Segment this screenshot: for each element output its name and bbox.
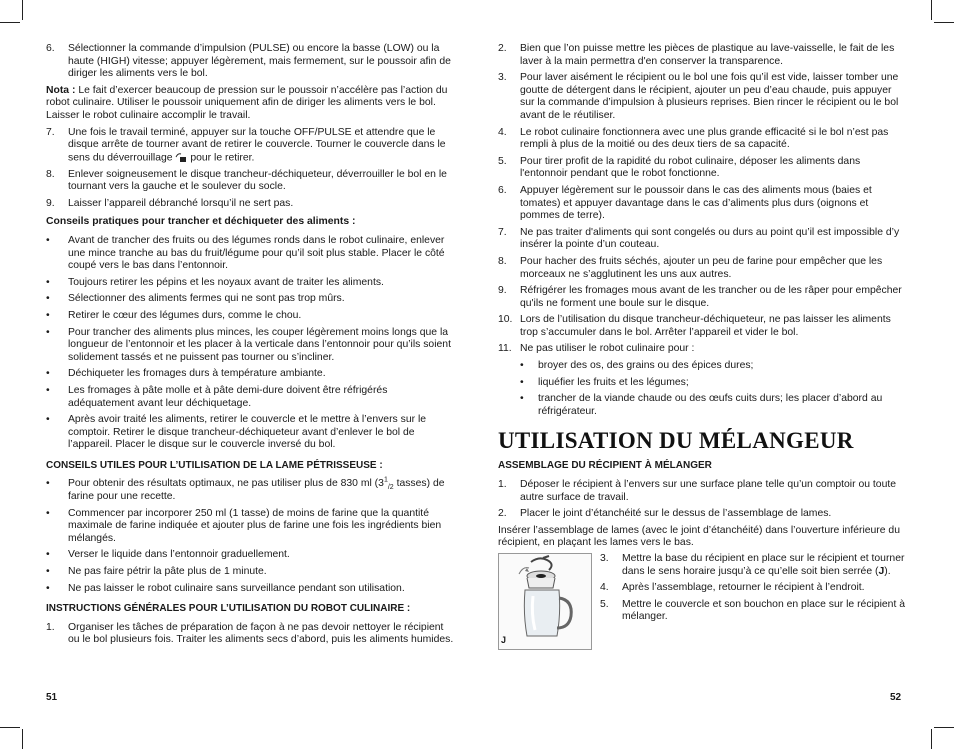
bullet-text: Sélectionner des aliments fermes qui ne sont pas trop mûrs. — [68, 293, 345, 305]
step-item — [498, 185, 908, 223]
step-text: Pour hacher des fruits séchés, ajouter un peu de farine pour empêcher que les morceaux ne s’agglutinent les uns aux autres. — [520, 255, 883, 280]
step-text: Mettre le couvercle et son bouchon en place sur le récipient à mélanger. — [622, 598, 906, 623]
note-text: Le fait d’exercer beaucoup de pression sur le poussoir n’accélère pas l’action du robot culinaire. Utiliser le poussoir uniquement afin de diriger les aliments vers le bol. Laisser le robot culinaire accomplir le travail. — [46, 84, 448, 121]
assembly-step-3 — [600, 553, 908, 578]
step-item — [498, 285, 908, 310]
general-step-1 — [46, 622, 456, 647]
figure-steps — [600, 553, 908, 628]
step-number: 9. — [46, 197, 55, 209]
step-number: 7. — [46, 126, 55, 138]
step-text: Bien que l’on puisse mettre les pièces de plastique au lave-vaisselle, le fait de les laver à la main permettra d'en conserver la transparence. — [520, 43, 895, 67]
step-text: Pour laver aisément le récipient ou le bol une fois qu’il est vide, laisser tomber une goutte de détergent dans le récipient, ajouter un peu d’eau chaude, puis appuyer sur la commande d’impulsion à plusieurs reprises. Bien rincer le récipient ou le bol avant de le réutiliser. — [520, 72, 899, 121]
step-number: 4. — [600, 582, 609, 594]
list-item — [46, 310, 456, 323]
bullet-text: Pour trancher des aliments plus minces, les couper légèrement moins longs que la longueur de l’entonnoir et les placer à la verticale dans l’entonnoir pour qu’ils soient solidement tassés et ne puissent pas tourner ou s’incliner. — [68, 326, 451, 363]
bullet-icon: • — [46, 478, 50, 490]
step-item — [498, 343, 908, 356]
crop-mark — [931, 729, 932, 749]
bullet-icon: • — [46, 326, 50, 338]
bullet-icon: • — [46, 384, 50, 396]
figure-label: J — [501, 635, 507, 646]
step-item — [498, 127, 908, 152]
bullet-text: Déchiqueter les fromages durs à température ambiante. — [68, 368, 326, 380]
bullet-text-end: tasses) de farine pour une recette. — [68, 478, 445, 503]
step-text: Sélectionner la commande d’impulsion (PULSE) ou encore la basse (LOW) ou la haute (HIGH) vitesse; appuyer légèrement, mais fermement, sur le poussoir afin de diriger les aliments vers le bol. — [68, 43, 451, 80]
bullet-icon: • — [46, 234, 50, 246]
bullet-icon: • — [46, 507, 50, 519]
step-item — [498, 156, 908, 181]
step-text: Réfrigérer les fromages mous avant de les trancher ou de les râper pour empêcher qu'ils ne forment une boule sur le disque. — [520, 285, 902, 309]
bullet-icon: • — [46, 414, 50, 426]
step-text: Ne pas traiter d'aliments qui sont congelés ou durs au point qu’il est impossible d’y insérer la pointe d’un couteau. — [520, 226, 900, 251]
bullet-icon: • — [520, 360, 524, 372]
step-text-end: pour le retirer. — [187, 152, 255, 163]
step-number: 8. — [46, 168, 55, 180]
bullet-icon: • — [46, 293, 50, 305]
list-item — [46, 293, 456, 306]
list-item — [46, 368, 456, 381]
bullet-text: Verser le liquide dans l’entonnoir graduellement. — [68, 549, 290, 561]
step-item — [498, 227, 908, 252]
unlock-icon — [175, 152, 187, 163]
step-6 — [46, 43, 456, 81]
step-text: Enlever soigneusement le disque trancheur-déchiqueteur, déverrouiller le bol en le tournant vers la gauche et le soulever du socle. — [68, 168, 447, 193]
step-text: Organiser les tâches de préparation de façon à ne pas devoir nettoyer le récipient ou le bol plusieurs fois. Traiter les aliments secs d’abord, puis les aliments humides. — [68, 621, 454, 646]
figure-ref: J — [878, 565, 885, 577]
assembly-step-4 — [600, 582, 908, 595]
step-number: 4. — [498, 126, 507, 138]
list-item — [498, 393, 908, 418]
right-column — [498, 43, 908, 554]
step-text: Après l’assemblage, retourner le récipient à l’endroit. — [622, 582, 865, 594]
list-item — [46, 327, 456, 365]
bullet-icon: • — [520, 376, 524, 388]
bullet-text: liquéfier les fruits et les légumes; — [538, 376, 689, 388]
list-item — [46, 277, 456, 290]
crop-mark — [934, 22, 954, 23]
step-text: Ne pas utiliser le robot culinaire pour : — [520, 343, 695, 355]
crop-mark — [0, 22, 20, 23]
page-number-right: 52 — [890, 692, 902, 703]
bullet-text: Toujours retirer les pépins et les noyaux avant de traiter les aliments. — [68, 276, 384, 288]
bullet-text: Les fromages à pâte molle et à pâte demi-dure doivent être réfrigérés adéquatement avant leur déchiquetage. — [68, 384, 388, 409]
step-number: 2. — [498, 508, 507, 520]
step-number: 7. — [498, 226, 507, 238]
step-text: Mettre la base du récipient en place sur le récipient et tourner dans le sens horaire jusqu’à ce qu’elle soit bien serrée ( — [622, 553, 905, 577]
step-7 — [46, 127, 456, 165]
bullet-text: Ne pas laisser le robot culinaire sans surveillance pendant son utilisation. — [68, 582, 405, 594]
step-text: Pour tirer profit de la rapidité du robot culinaire, déposer les aliments dans l'entonnoir pendant que le robot fonctionne. — [520, 155, 861, 180]
insert-paragraph: Insérer l’assemblage de lames (avec le joint d’étanchéité) dans l’ouverture inférieure du récipient, en plaçant les lames vers le bas. — [498, 524, 900, 549]
bullet-icon: • — [520, 393, 524, 405]
list-item — [46, 566, 456, 579]
bullet-text: broyer des os, des grains ou des épices dures; — [538, 360, 754, 372]
note-paragraph — [46, 85, 456, 123]
list-item — [46, 583, 456, 596]
bullet-text: Retirer le cœur des légumes durs, comme le chou. — [68, 309, 302, 321]
dough-blade-heading: CONSEILS UTILES POUR L’UTILISATION DE LA LAME PÉTRISSEUSE : — [46, 459, 383, 471]
assembly-step-5 — [600, 599, 908, 624]
section-title: UTILISATION DU MÉLANGEUR — [498, 428, 854, 454]
bullet-icon: • — [46, 566, 50, 578]
crop-mark — [22, 729, 23, 749]
list-item — [46, 235, 456, 273]
step-number: 1. — [46, 621, 55, 633]
step-item — [498, 256, 908, 281]
assembly-step-1 — [498, 479, 908, 504]
bullet-text: trancher de la viande chaude ou des œufs cuits durs; les placer d’abord au réfrigérateur. — [538, 393, 883, 417]
step-text: Laisser l’appareil débranché lorsqu’il ne sert pas. — [68, 197, 294, 209]
bullet-icon: • — [46, 582, 50, 594]
bullet-text: Ne pas faire pétrir la pâte plus de 1 minute. — [68, 566, 267, 578]
list-item — [46, 414, 456, 452]
list-item — [46, 508, 456, 546]
crop-mark — [22, 0, 23, 20]
bullet-icon: • — [46, 276, 50, 288]
page-number-left: 51 — [46, 692, 58, 703]
general-instructions-heading: INSTRUCTIONS GÉNÉRALES POUR L’UTILISATION DU ROBOT CULINAIRE : — [46, 603, 411, 615]
step-number: 5. — [498, 155, 507, 167]
blender-jar-illustration — [498, 553, 592, 650]
list-item — [46, 549, 456, 562]
bullet-text: Après avoir traité les aliments, retirer le couvercle et le mettre à l’envers sur le comptoir. Retirer le disque trancheur-déchiqueteur avant d’enlever le bol de l’appareil. Placer le disque sur le couvercle inversé du bol. — [68, 414, 427, 451]
step-text-end: ). — [884, 565, 891, 577]
step-number: 3. — [498, 72, 507, 84]
step-number: 5. — [600, 598, 609, 610]
step-text: Lors de l’utilisation du disque trancheur-déchiqueteur, ne pas laisser les aliments trop s’accumuler dans le bol. Arrêter l’appareil et vider le bol. — [520, 314, 891, 338]
step-item — [498, 43, 908, 68]
step-number: 3. — [600, 553, 609, 564]
step-number: 1. — [498, 479, 507, 491]
fraction-denominator: /2 — [387, 484, 394, 492]
note-label: Nota : — [46, 84, 76, 96]
bullet-icon: • — [46, 309, 50, 321]
bullet-icon: • — [46, 549, 50, 561]
step-number: 11. — [498, 343, 512, 355]
step-9 — [46, 198, 456, 211]
bullet-text: Avant de trancher des fruits ou des légumes ronds dans le robot culinaire, enlever une mince tranche au bas du fruit/légume pour qu’il soit plus stable. Placer le côté coupé vers le bas dans l’entonnoir. — [68, 234, 445, 272]
list-item — [498, 377, 908, 390]
step-text: Déposer le récipient à l’envers sur une surface plane telle qu’un comptoir ou toute autre surface de travail. — [520, 479, 897, 503]
bullet-text: Commencer par incorporer 250 ml (1 tasse) de moins de farine que la quantité maximale de farine indiquée et ajouter plus de farine une fois les ingrédients bien mélangés. — [68, 507, 442, 544]
step-item — [498, 314, 908, 339]
step-number: 10. — [498, 314, 513, 326]
crop-mark — [934, 727, 954, 728]
step-number: 8. — [498, 255, 507, 267]
bullet-icon: • — [46, 368, 50, 380]
list-item — [46, 478, 456, 503]
step-number: 9. — [498, 285, 507, 297]
crop-mark — [0, 727, 20, 728]
fraction-numerator: 1 — [383, 477, 388, 484]
step-text: Une fois le travail terminé, appuyer sur la touche OFF/PULSE et attendre que le disque arrête de tourner avant de retirer le couvercle. Tourner le couvercle dans le sens du déverrouillage — [68, 126, 446, 163]
bullet-text: Pour obtenir des résultats optimaux, ne pas utiliser plus de 830 ml (3 — [68, 478, 384, 490]
step-number: 2. — [498, 43, 507, 54]
step-item — [498, 72, 908, 122]
step-number: 6. — [46, 43, 55, 54]
step-text: Le robot culinaire fonctionnera avec une plus grande efficacité si le bol n’est pas rempli à plus de la moitié ou des deux tiers de sa capacité. — [520, 126, 889, 151]
list-item — [46, 385, 456, 410]
assembly-step-2 — [498, 508, 908, 521]
step-text: Placer le joint d’étanchéité sur le dessus de l’assemblage de lames. — [520, 508, 832, 520]
crop-mark — [931, 0, 932, 20]
step-text: Appuyer légèrement sur le poussoir dans le cas des aliments mous (baies et tomates) et appuyer davantage dans le cas d’aliments plus durs (oignons et pommes de terre). — [520, 184, 872, 222]
assembly-heading: ASSEMBLAGE DU RÉCIPIENT À MÉLANGER — [498, 460, 712, 472]
step-number: 6. — [498, 184, 507, 196]
step-8 — [46, 169, 456, 194]
slicing-tips-heading: Conseils pratiques pour trancher et déchiqueter des aliments : — [46, 216, 356, 228]
list-item — [498, 360, 908, 373]
left-column — [46, 43, 456, 651]
blender-jar-icon — [499, 554, 591, 649]
